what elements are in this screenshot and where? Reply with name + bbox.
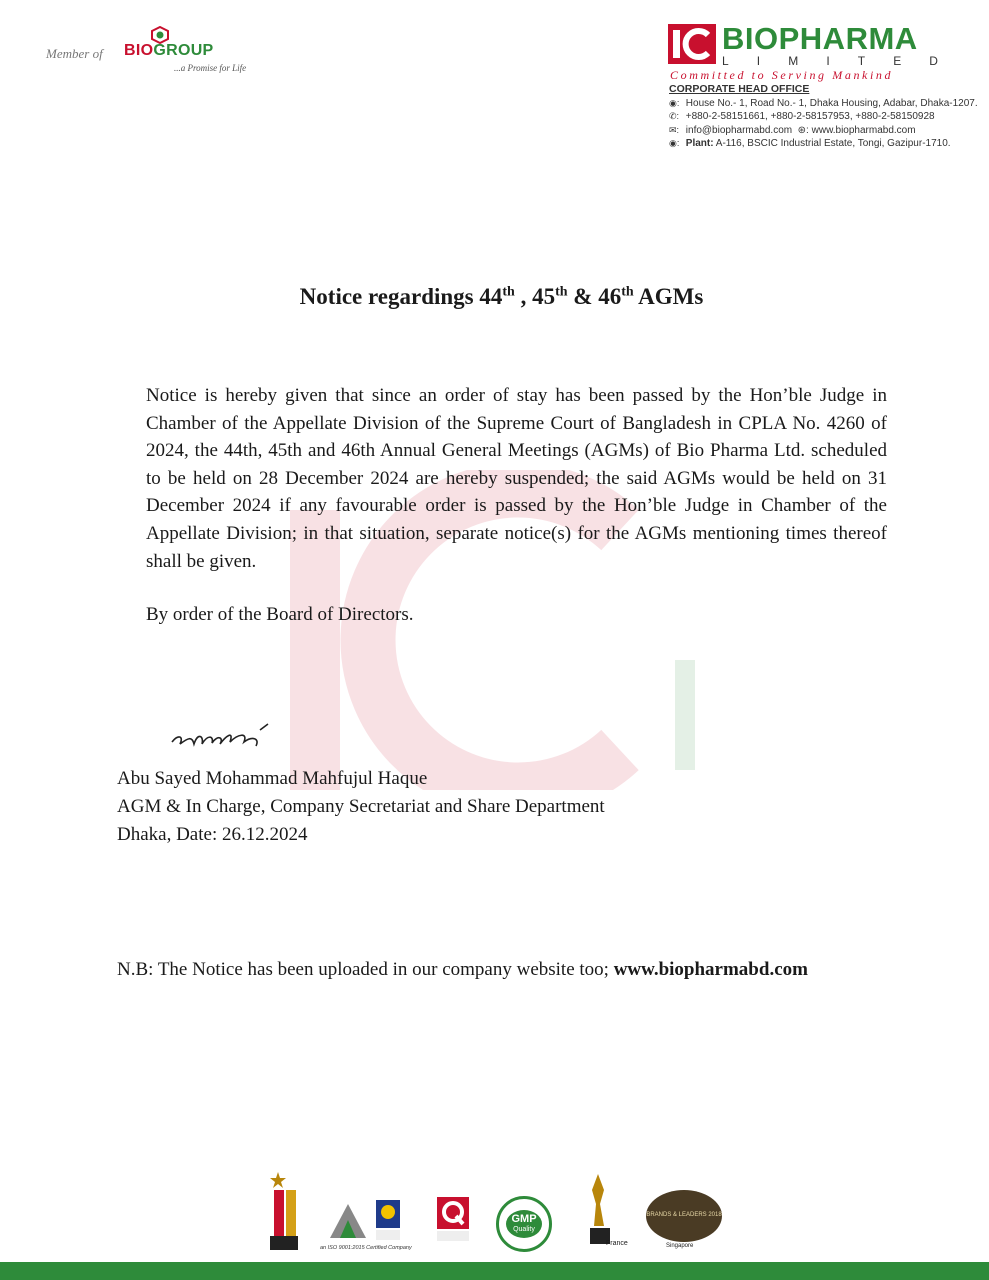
web-icon: ⊛:	[797, 124, 809, 136]
brands-leaders-badge: BRANDS & LEADERS 2018	[646, 1190, 722, 1242]
office-heading: CORPORATE HEAD OFFICE	[669, 83, 810, 95]
notice-title: Notice regardings 44th , 45th & 46th AGMs	[299, 284, 704, 309]
france-label: France	[606, 1240, 628, 1247]
footnote-website-link[interactable]: www.biopharmabd.com	[613, 959, 808, 980]
biopharma-logo-icon	[668, 24, 716, 64]
office-address: House No.- 1, Road No.- 1, Dhaka Housing, Adabar, Dhaka-1207.	[685, 97, 978, 109]
plant-address: A-116, BSCIC Industrial Estate, Tongi, Gazipur-1710.	[715, 138, 951, 150]
email-icon: ✉:	[669, 124, 680, 135]
quality-q-badge-icon	[436, 1196, 470, 1242]
phone-icon: ✆:	[669, 111, 680, 122]
order-line: By order of the Board of Directors.	[146, 604, 414, 625]
ukas-badge-icon	[374, 1198, 402, 1242]
member-of-biogroup	[46, 26, 266, 76]
company-name: BIOPHARMA	[722, 21, 918, 56]
office-email: info@biopharmabd.com	[685, 124, 793, 136]
company-tagline: Committed to Serving Mankind	[670, 68, 894, 82]
iso-caption: an ISO 9001:2015 Certified Company	[320, 1245, 412, 1251]
office-website: www.biopharmabd.com	[811, 124, 916, 136]
biogroup-tagline: ...a Promise for Life	[174, 63, 247, 73]
award-badges	[262, 1170, 732, 1255]
signatory-name: Abu Sayed Mohammad Mahfujul Haque	[117, 768, 428, 789]
member-of-label: Member of	[46, 46, 103, 61]
footer-green-bar	[0, 1262, 989, 1280]
signatory-place-date: Dhaka, Date: 26.12.2024	[117, 824, 308, 845]
office-info	[669, 83, 978, 151]
plant-label: Plant:	[685, 138, 714, 150]
signature	[168, 712, 298, 757]
office-phones: +880-2-58151661, +880-2-58157953, +880-2-58150928	[685, 111, 935, 123]
singapore-label: Singapore	[666, 1243, 694, 1249]
signatory-designation: AGM & In Charge, Company Secretariat and Share Department	[117, 796, 605, 817]
company-suffix: L I M I T E D	[722, 54, 938, 68]
gmp-quality-badge: GMP Quality	[496, 1196, 552, 1252]
notice-body: Notice is hereby given that since an order of stay has been passed by the Hon’ble Judge in Chamber of the Appellate Division of the Supreme Court of Bangladesh in CPLA No. 4260 of 2024, the 44th, 45th and 46th Annual General Meetings (AGMs) of Bio Pharma Ltd. scheduled to be held on 28 December 2024 are hereby suspended; the said AGMs would be held on 31 December 2024 if any favourable order is passed by the Hon’ble Judge in Chamber of the Appellate Division; in that situation, separate notice(s) for the AGMs mentioning times thereof shall be given.	[146, 385, 887, 572]
trophy-award-icon	[266, 1170, 302, 1252]
aja-certification-icon	[328, 1200, 368, 1240]
footnote: N.B: The Notice has been uploaded in our company website too; www.biopharmabd.com	[117, 959, 808, 980]
golden-europe-award-icon	[574, 1170, 624, 1246]
biogroup-wordmark: BIOGROUP	[124, 42, 214, 59]
signatory-block	[117, 765, 605, 849]
location-icon: ◉:	[669, 97, 680, 108]
plant-icon: ◉:	[669, 138, 680, 149]
